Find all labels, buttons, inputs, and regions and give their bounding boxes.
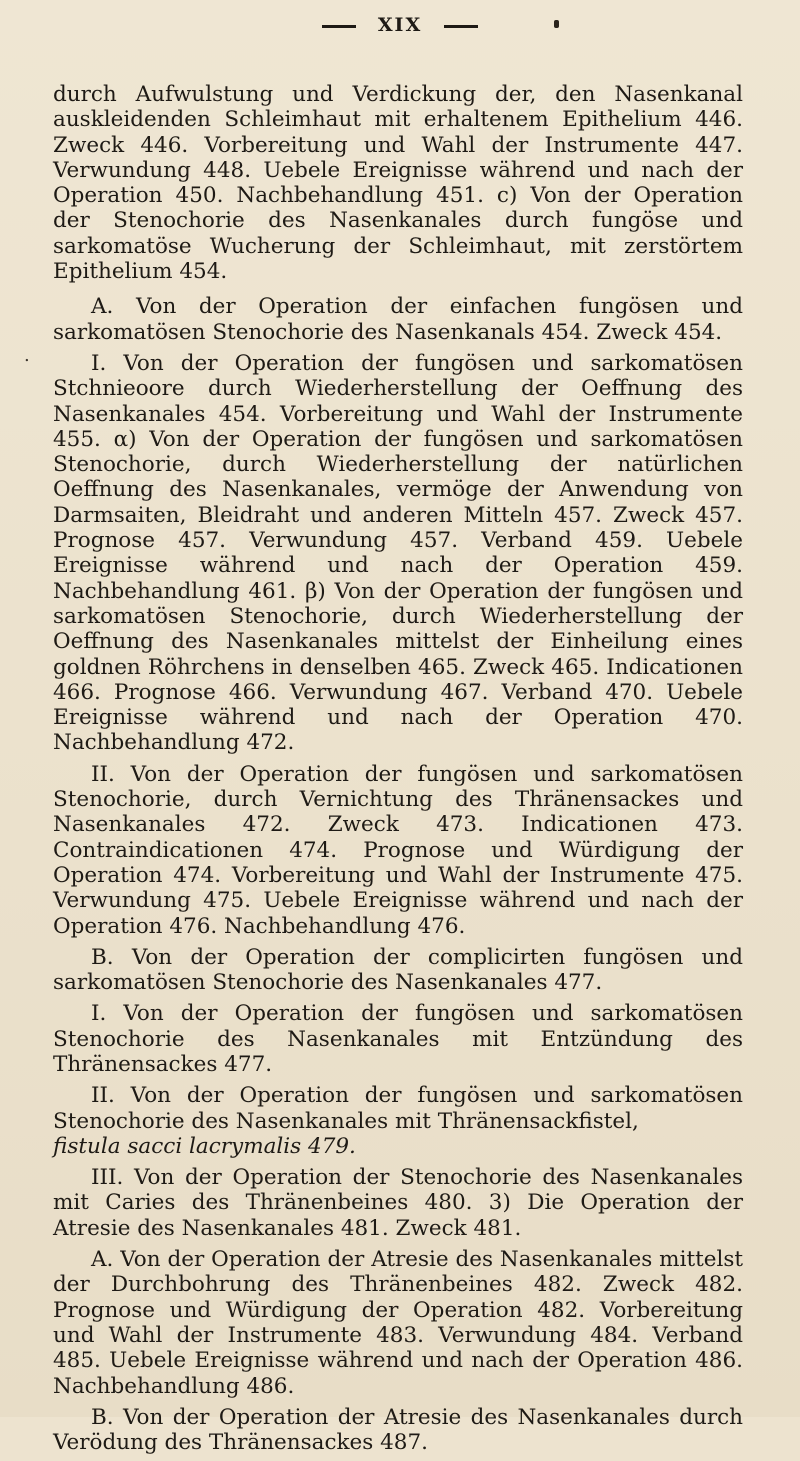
header-rule-right (444, 25, 478, 28)
toc-paragraph: A. Von der Operation der einfachen fungösen und sarkomatösen Stenochorie des Nasenkanals 454. Zweck 454. (53, 294, 743, 345)
toc-paragraph: II. Von der Operation der fungösen und sarkomatösen Stenochorie des Nasenkanales mit Thränensackfistel, (53, 1083, 743, 1134)
toc-paragraph: A. Von der Operation der Atresie des Nasenkanales mittelst der Durchbohrung des Thränenbeines 482. Zweck 482. Prognose und Würdigung der Operation 482. Vorbereitung und Wahl der Instrumente 483. Verwundung 484. Verband 485. Uebele Ereignisse während und nach der Operation 486. Nachbehandlung 486. (53, 1247, 743, 1399)
toc-paragraph-italic: fistula sacci lacrymalis 479. (53, 1133, 356, 1159)
toc-paragraph: I. Von der Operation der fungösen und sarkomatösen Stenochorie des Nasenkanales mit Entzündung des Thränensackes 477. (53, 1001, 743, 1077)
ink-speck (554, 20, 559, 28)
header-rule-left (322, 25, 356, 28)
toc-paragraph: III. Von der Operation der Stenochorie des Nasenkanales mit Caries des Thränenbeines 480. 3) Die Operation der Atresie des Nasenkanales 481. Zweck 481. (53, 1165, 743, 1241)
toc-paragraph: durch Aufwulstung und Verdickung der, den Nasenkanal auskleidenden Schleimhaut mit erhaltenem Epithelium 446. Zweck 446. Vorbereitung und Wahl der Instrumente 447. Verwundung 448. Uebele Ereignisse während und nach der Operation 450. Nachbehandlung 451. c) Von der Operation der Stenochorie des Nasenkanales durch fungöse und sarkomatöse Wucherung der Schleimhaut, mit zerstörtem Epithelium 454. (53, 82, 743, 285)
toc-paragraph: I. Von der Operation der fungösen und sarkomatösen Stchnieoore durch Wiederherstellung der Oeffnung des Nasenkanales 454. Vorbereitung und Wahl der Instrumente 455. α) Von der Operation der fungösen und sarkomatösen Stenochorie, durch Wiederherstellung der natürlichen Oeffnung des Nasenkanales, vermöge der Anwendung von Darmsaiten, Bleidraht und anderen Mitteln 457. Zweck 457. Prognose 457. Verwundung 457. Verband 459. Uebele Ereignisse während und nach der Operation 459. Nachbehandlung 461. β) Von der Operation der fungösen und sarkomatösen Stenochorie, durch Wiederherstellung der Oeffnung des Nasenkanales mittelst der Einheilung eines goldnen Röhrchens in denselben 465. Zweck 465. Indicationen 466. Prognose 466. Verwundung 467. Verband 470. Uebele Ereignisse während und nach der Operation 470. Nachbehandlung 472. (53, 350, 743, 756)
table-of-contents-text (53, 82, 743, 1461)
page-header (0, 14, 800, 44)
margin-mark: . (24, 345, 30, 366)
toc-paragraph: II. Von der Operation der fungösen und sarkomatösen Stenochorie, durch Vernichtung des Thränensackes und Nasenkanales 472. Zweck 473. Indicationen 473. Contraindicationen 474. Prognose und Würdigung der Operation 474. Vorbereitung und Wahl der Instrumente 475. Verwundung 475. Uebele Ereignisse während und nach der Operation 476. Nachbehandlung 476. (53, 761, 743, 939)
page-number: XIX (377, 14, 423, 36)
toc-paragraph: B. Von der Operation der complicirten fungösen und sarkomatösen Stenochorie des Nasenkanales 477. (53, 944, 743, 996)
toc-paragraph: B. Von der Operation der Atresie des Nasenkanales durch Verödung des Thränensackes 487. (53, 1404, 743, 1456)
